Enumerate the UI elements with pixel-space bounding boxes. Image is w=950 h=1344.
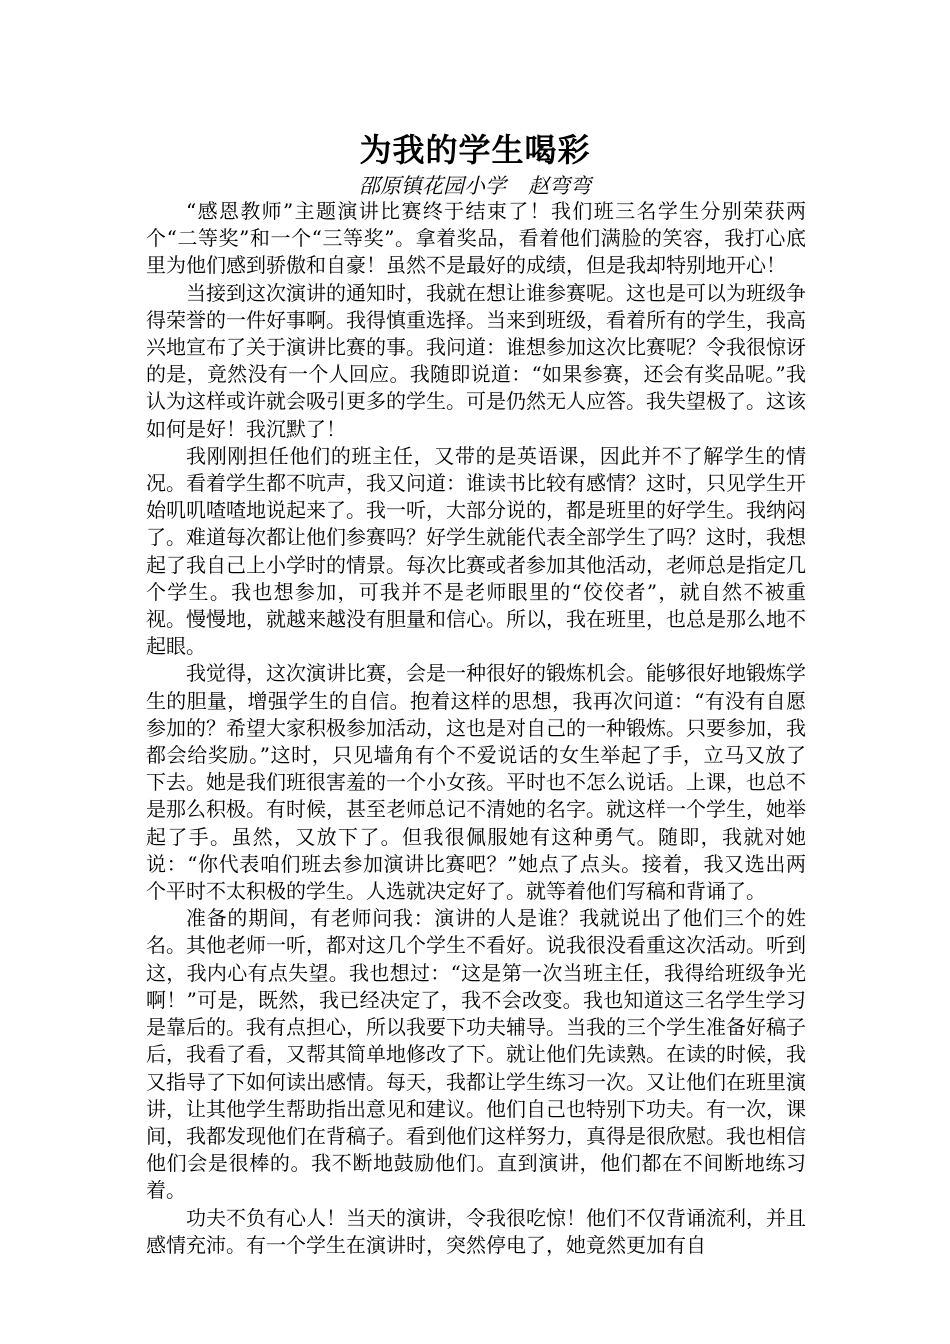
- paragraph: 当接到这次演讲的通知时，我就在想让谁参赛呢。这也是可以为班级争得荣誉的一件好事啊。我得慎重选择。当来到班级，看着所有的学生，我高兴地宣布了关于演讲比赛的事。我问道：谁想参加这次比赛呢？令我很惊讶的是，竟然没有一个人回应。我随即说道：“如果参赛，还会有奖品呢。”我认为这样或许就会吸引更多的学生。可是仍然无人应答。我失望极了。这该如何是好！我沉默了！: [146, 280, 806, 441]
- paragraph: 我刚刚担任他们的班主任，又带的是英语课，因此并不了解学生的情况。看着学生都不吭声，我又问道：谁读书比较有感情？这时，只见学生开始叽叽喳喳地说起来了。我一听，大部分说的，都是班里的好学生。我纳闷了。难道每次都让他们参赛吗？好学生就能代表全部学生了吗？这时，我想起了我自己上小学时的情景。每次比赛或者参加其他活动，老师总是指定几个学生。我也想参加，可我并不是老师眼里的“佼佼者”，就自然不被重视。慢慢地，就越来越没有胆量和信心。所以，我在班里，也总是那么地不起眼。: [146, 443, 806, 659]
- paragraph: 准备的期间，有老师问我：演讲的人是谁？我就说出了他们三个的姓名。其他老师一听，都对这几个学生不看好。说我很没看重这次活动。听到这，我内心有点失望。我也想过：“这是第一次当班主任，我得给班级争光啊！”可是，既然，我已经决定了，我不会改变。我也知道这三名学生学习是靠后的。我有点担心，所以我要下功夫辅导。当我的三个学生准备好稿子后，我看了看，又帮其简单地修改了下。就让他们先读熟。在读的时候，我又指导了下如何读出感情。每天，我都让学生练习一次。又让他们在班里演讲，让其他学生帮助指出意见和建议。他们自己也特别下功夫。有一次，课间，我都发现他们在背稿子。看到他们这样努力，真得是很欣慰。我也相信他们会是很棒的。我不断地鼓励他们。直到演讲，他们都在不间断地练习着。: [146, 906, 806, 1203]
- document-body: [146, 198, 806, 1259]
- document-title: 为我的学生喝彩: [359, 131, 591, 169]
- author-name: 赵弯弯: [528, 174, 591, 198]
- paragraph: 功夫不负有心人！当天的演讲，令我很吃惊！他们不仅背诵流利，并且感情充沛。有一个学生在演讲时，突然停电了，她竟然更加有自: [146, 1205, 806, 1257]
- byline: [0, 172, 950, 200]
- paragraph: “感恩教师”主题演讲比赛终于结束了！我们班三名学生分别荣获两个“二等奖”和一个“三等奖”。拿着奖品，看着他们满脸的笑容，我打心底里为他们感到骄傲和自豪！虽然不是最好的成绩，但是我却特别地开心！: [146, 199, 806, 278]
- school-name: 邵原镇花园小学: [359, 174, 506, 198]
- paragraph: 我觉得，这次演讲比赛，会是一种很好的锻炼机会。能够很好地锻炼学生的胆量，增强学生的自信。抱着这样的思想，我再次问道：“有没有自愿参加的？希望大家积极参加活动，这也是对自己的一种锻炼。只要参加，我都会给奖励。”这时，只见墙角有个不爱说话的女生举起了手，立马又放了下去。她是我们班很害羞的一个小女孩。平时也不怎么说话。上课，也总不是那么积极。有时候，甚至老师总记不清她的名字。就这样一个学生，她举起了手。虽然，又放下了。但我很佩服她有这种勇气。随即，我就对她说：“你代表咱们班去参加演讲比赛吧？”她点了点头。接着，我又选出两个平时不太积极的学生。人选就决定好了。就等着他们写稿和背诵了。: [146, 661, 806, 904]
